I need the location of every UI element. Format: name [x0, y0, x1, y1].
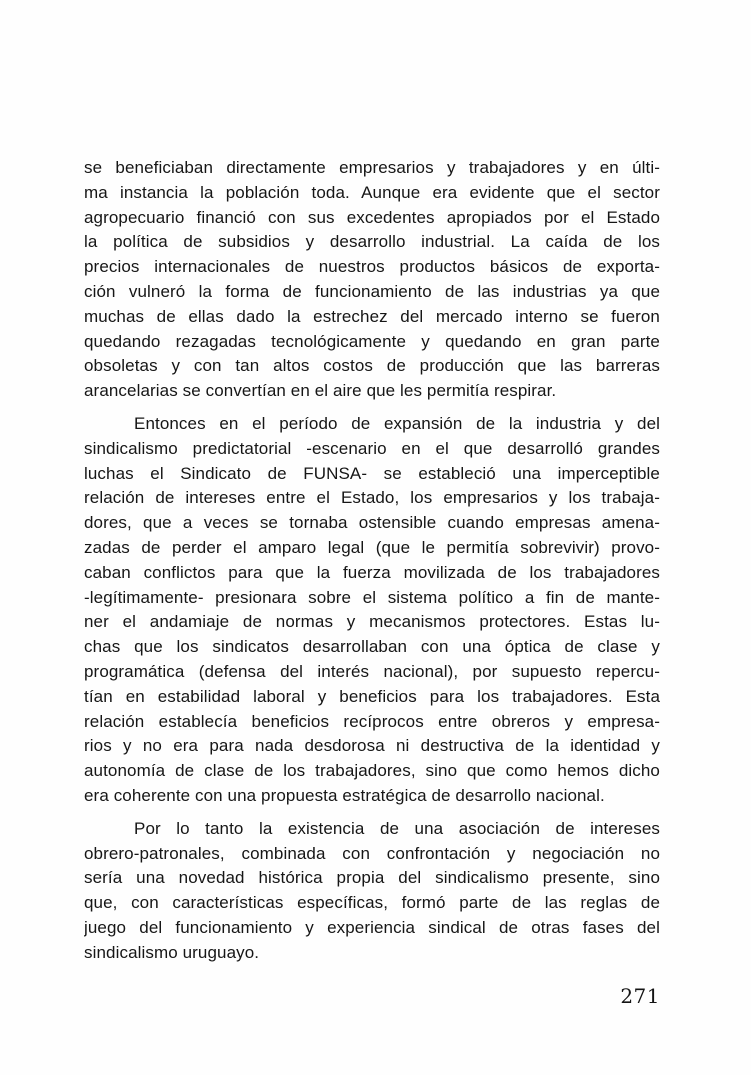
text-line: relación establecía beneficios recíprocos entre obreros y empresa-	[84, 711, 660, 731]
text-line: luchas el Sindicato de FUNSA- se estableció una imperceptible	[84, 463, 660, 483]
text-line: juego del funcionamiento y experiencia sindical de otras fases del	[84, 917, 660, 937]
text-line: sería una novedad histórica propia del sindicalismo presente, sino	[84, 868, 660, 888]
text-line: sindicalismo predictatorial -escenario en el que desarrolló grandes	[84, 438, 660, 458]
text-line: que, con características específicas, formó parte de las reglas de	[84, 893, 660, 913]
text-line: quedando rezagadas tecnológicamente y quedando en gran parte	[84, 331, 660, 351]
text-line: era coherente con una propuesta estratégica de desarrollo nacional.	[84, 785, 605, 805]
page-text-block	[84, 156, 660, 974]
text-line: tían en estabilidad laboral y beneficios para los trabajadores. Esta	[84, 686, 660, 706]
text-line: precios internacionales de nuestros productos básicos de exporta-	[84, 257, 660, 277]
text-line: autonomía de clase de los trabajadores, sino que como hemos dicho	[84, 761, 660, 781]
paragraph-1	[84, 156, 660, 404]
text-line: caban conflictos para que la fuerza movilizada de los trabajadores	[84, 562, 660, 582]
text-line: agropecuario financió con sus excedentes apropiados por el Estado	[84, 207, 660, 227]
text-line: se beneficiaban directamente empresarios y trabajadores y en últi-	[84, 158, 660, 177]
text-line: Por lo tanto la existencia de una asociación de intereses	[134, 818, 660, 838]
text-line: relación de intereses entre el Estado, los empresarios y los trabaja-	[84, 488, 660, 508]
text-line: obrero-patronales, combinada con confrontación y negociación no	[84, 843, 660, 863]
text-line: la política de subsidios y desarrollo industrial. La caída de los	[84, 232, 660, 252]
text-line: sindicalismo uruguayo.	[84, 942, 260, 962]
text-line: muchas de ellas dado la estrechez del mercado interno se fueron	[84, 306, 660, 326]
text-line: obsoletas y con tan altos costos de producción que las barreras	[84, 356, 660, 376]
text-line: Entonces en el período de expansión de la industria y del	[134, 413, 660, 433]
page-number: 271	[620, 984, 660, 1008]
text-line: chas que los sindicatos desarrollaban con una óptica de clase y	[84, 637, 660, 657]
text-line: ner el andamiaje de normas y mecanismos protectores. Estas lu-	[84, 612, 660, 632]
paragraph-3	[84, 817, 660, 966]
text-line: dores, que a veces se tornaba ostensible cuando empresas amena-	[84, 513, 660, 533]
text-line: -legítimamente- presionara sobre el sistema político a fin de mante-	[84, 587, 660, 607]
text-line: rios y no era para nada desdorosa ni destructiva de la identidad y	[84, 736, 660, 756]
text-line: arancelarias se convertían en el aire que les permitía respirar.	[84, 381, 557, 401]
text-line: ma instancia la población toda. Aunque era evidente que el sector	[84, 182, 660, 202]
text-line: programática (defensa del interés nacional), por supuesto repercu-	[84, 661, 660, 681]
paragraph-2	[84, 412, 660, 809]
text-line: ción vulneró la forma de funcionamiento de las industrias ya que	[84, 281, 660, 301]
text-line: zadas de perder el amparo legal (que le permitía sobrevivir) provo-	[84, 537, 660, 557]
